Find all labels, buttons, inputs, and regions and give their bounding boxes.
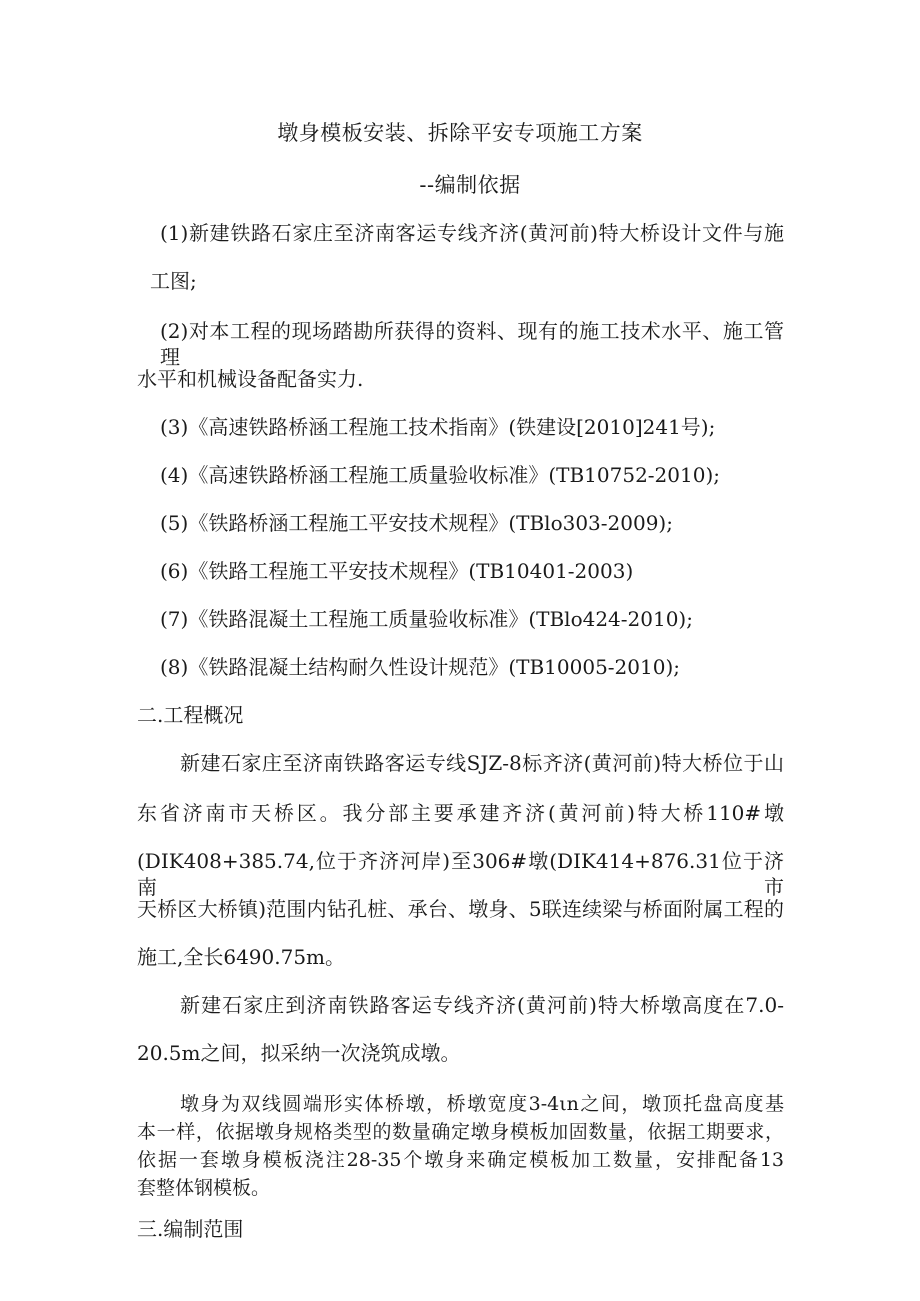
basis-item-8: (8)《铁路混凝土结构耐久性设计规范》(TB10005-2010); [160, 655, 680, 679]
basis-item-7: (7)《铁路混凝土工程施工质量验收标准》(TBlo424-2010); [160, 607, 693, 631]
basis-item-1-line2: 工图; [150, 269, 197, 293]
basis-item-6: (6)《铁路工程施工平安技术规程》(TB10401-2003) [160, 559, 634, 583]
basis-item-2-line2: 水平和机械设备配备实力. [137, 367, 364, 391]
overview-para1-line1: 新建石家庄至济南铁路客运专线SJZ-8标齐济(黄河前)特大桥位于山 [180, 751, 784, 775]
overview-para1-line2: 东省济南市天桥区。我分部主要承建齐济(黄河前)特大桥110#墩 [137, 801, 784, 825]
overview-para1-line3: (DIK408+385.74,位于齐济河岸)至306#墩(DIK414+876.31位于济南市 [137, 849, 784, 899]
section-heading-overview: 二.工程概况 [137, 703, 244, 727]
document-title: 墩身模板安装、拆除平安专项施工方案 [277, 121, 643, 145]
overview-para2-line2: 20.5m之间，拟采纳一次浇筑成墩。 [137, 1041, 461, 1065]
overview-para1-line5: 施工,全长6490.75m。 [137, 945, 346, 969]
basis-item-3: (3)《高速铁路桥涵工程施工技术指南》(铁建设[2010]241号); [160, 415, 716, 439]
basis-item-5: (5)《铁路桥涵工程施工平安技术规程》(TBlo303-2009); [160, 511, 673, 535]
overview-para3-line3: 依据一套墩身模板浇注28-35个墩身来确定模板加工数量，安排配备13 [137, 1149, 784, 1171]
basis-item-1-line1: (1)新建铁路石家庄至济南客运专线齐济(黄河前)特大桥设计文件与施 [160, 221, 784, 245]
basis-item-4: (4)《高速铁路桥涵工程施工质量验收标准》(TB10752-2010); [160, 463, 720, 487]
overview-para3-line1: 墩身为双线圆端形实体桥墩，桥墩宽度3-4ιn之间，墩顶托盘高度基 [180, 1093, 784, 1115]
overview-para3-line2: 本一样，依据墩身规格类型的数量确定墩身模板加固数量，依据工期要求， [137, 1121, 784, 1143]
section-heading-basis: --编制依据 [419, 173, 521, 197]
basis-item-2-line1: (2)对本工程的现场踏勘所获得的资料、现有的施工技术水平、施工管理 [160, 319, 784, 369]
overview-para3-line4: 套整体钢模板。 [137, 1177, 271, 1199]
section-heading-scope: 三.编制范围 [137, 1217, 244, 1241]
overview-para2-line1: 新建石家庄到济南铁路客运专线齐济(黄河前)特大桥墩高度在7.0- [180, 993, 784, 1017]
overview-para1-line4: 天桥区大桥镇)范围内钻孔桩、承台、墩身、5联连续梁与桥面附属工程的 [137, 897, 784, 921]
